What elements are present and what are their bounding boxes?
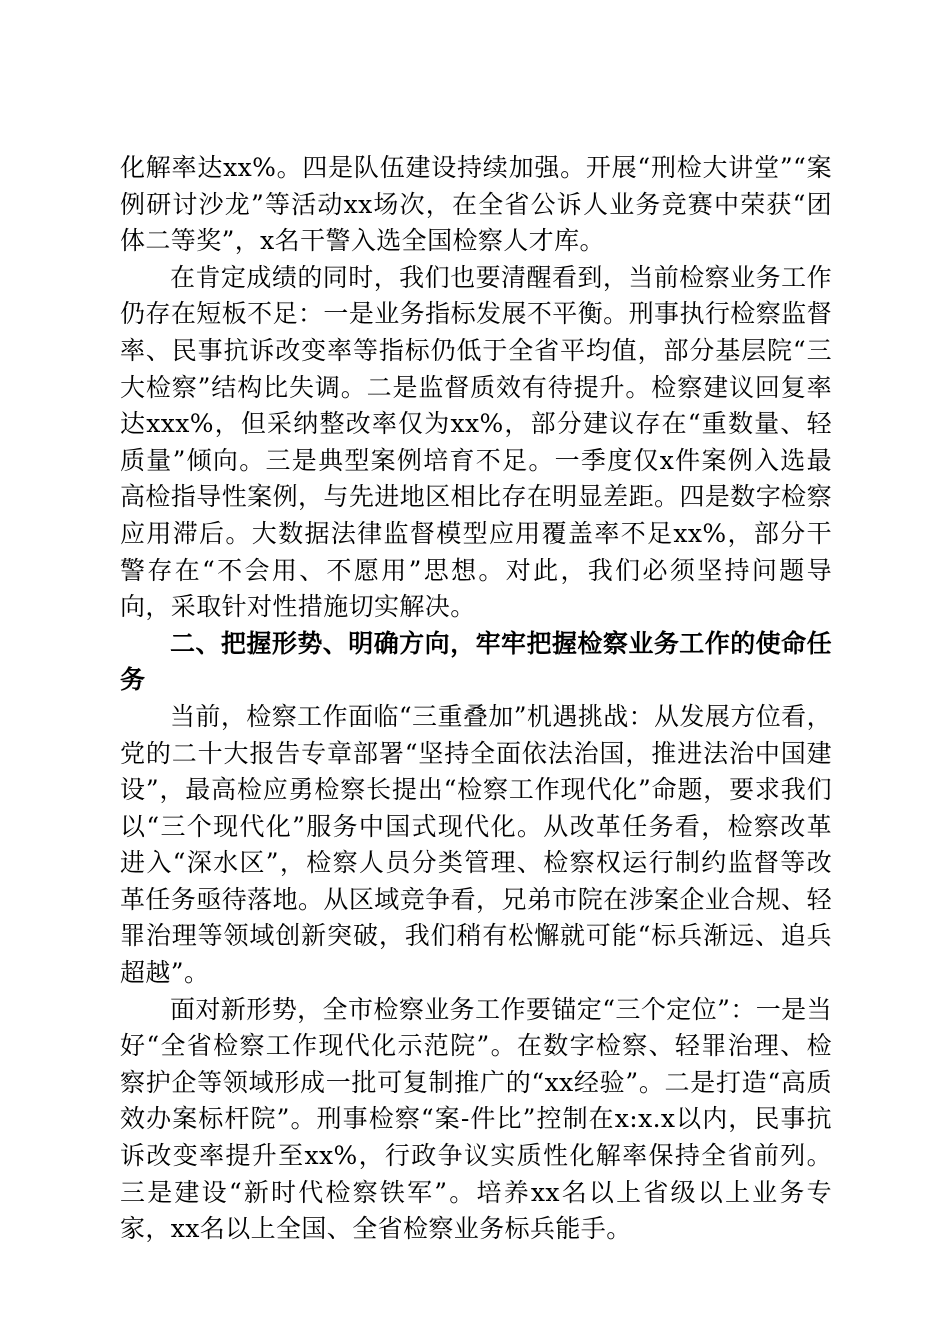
document-page — [120, 150, 832, 1248]
section-heading-two: 二、把握形势、明确方向，牢牢把握检察业务工作的使命任务 — [120, 628, 832, 695]
paragraph-shortcomings: 在肯定成绩的同时，我们也要清醒看到，当前检察业务工作仍存在短板不足：一是业务指标发展不平衡。刑事执行检察监督率、民事抗诉改变率等指标仍低于全省平均值，部分基层院“三大检察”结构比失调。二是监督质效有待提升。检察建议回复率达xxx%，但采纳整改率仅为xx%，部分建议存在“重数量、轻质量”倾向。三是典型案例培育不足。一季度仅x件案例入选最高检指导性案例，与先进地区相比存在明显差距。四是数字检察应用滞后。大数据法律监督模型应用覆盖率不足xx%，部分干警存在“不会用、不愿用”思想。对此，我们必须坚持问题导向，采取针对性措施切实解决。 — [120, 262, 832, 622]
paragraph-team-building: 化解率达xx%。四是队伍建设持续加强。开展“刑检大讲堂”“案例研讨沙龙”等活动xx场次，在全省公诉人业务竞赛中荣获“团体二等奖”，x名干警入选全国检察人才库。 — [120, 153, 832, 256]
paragraph-situation: 当前，检察工作面临“三重叠加”机遇挑战：从发展方位看，党的二十大报告专章部署“坚持全面依法治国，推进法治中国建设”，最高检应勇检察长提出“检察工作现代化”命题，要求我们以“三个现代化”服务中国式现代化。从改革任务看，检察改革进入“深水区”，检察人员分类管理、检察权运行制约监督等改革任务亟待落地。从区域竞争看，兄弟市院在涉案企业合规、轻罪治理等领域创新突破，我们稍有松懈就可能“标兵渐远、追兵超越”。 — [120, 701, 832, 988]
paragraph-three-positions: 面对新形势，全市检察业务工作要锚定“三个定位”：一是当好“全省检察工作现代化示范院”。在数字检察、轻罪治理、检察护企等领域形成一批可复制推广的“xx经验”。二是打造“高质效办案标杆院”。刑事检察“案-件比”控制在x:x.x以内，民事抗诉改变率提升至xx%，行政争议实质性化解率保持全省前列。三是建设“新时代检察铁军”。培养xx名以上省级以上业务专家，xx名以上全国、全省检察业务标兵能手。 — [120, 994, 832, 1244]
